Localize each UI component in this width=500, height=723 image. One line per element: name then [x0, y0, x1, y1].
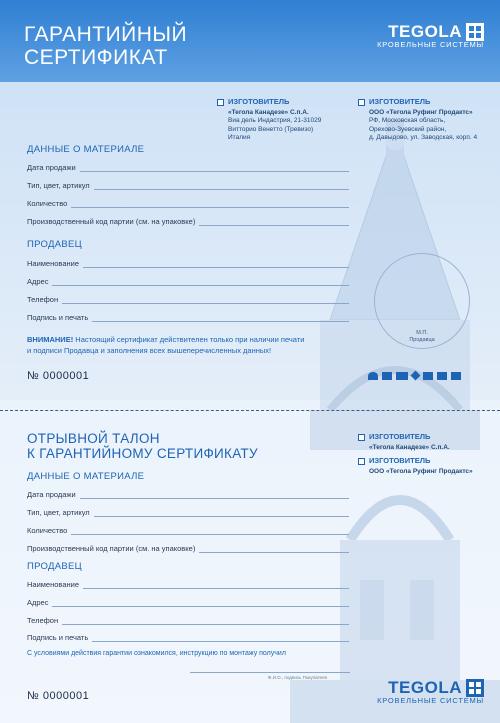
manufacturer-title: ИЗГОТОВИТЕЛЬ [369, 97, 431, 106]
field-line[interactable] [52, 278, 349, 286]
field-sale-date[interactable] [27, 160, 349, 172]
title-line-2: СЕРТИФИКАТ [24, 46, 168, 69]
coupon-field-seller-address[interactable] [27, 595, 349, 607]
field-quantity[interactable] [27, 196, 349, 208]
manufacturer-title: ИЗГОТОВИТЕЛЬ [369, 432, 431, 441]
manufacturer-italy-checkbox[interactable] [217, 99, 224, 106]
tegola-logo-bottom [377, 678, 484, 705]
coupon-field-type-color-sku[interactable] [27, 505, 349, 517]
field-seller-address[interactable] [27, 274, 349, 286]
manufacturer-line: «Тегола Канадезе» С.п.А. [369, 443, 450, 451]
coupon-material-section-title: ДАННЫЕ О МАТЕРИАЛЕ [27, 471, 145, 482]
coupon-title [27, 431, 258, 461]
coupon-seller-section-title: ПРОДАВЕЦ [27, 561, 83, 572]
seller-section-title: ПРОДАВЕЦ [27, 239, 83, 250]
seal-label-line-1: М.П. [416, 330, 428, 336]
manufacturer-title: ИЗГОТОВИТЕЛЬ [228, 97, 290, 106]
tear-off-line [0, 410, 500, 411]
logo-mark-icon [466, 23, 484, 41]
serial-number-bottom: № 0000001 [27, 690, 90, 702]
manufacturer-title: ИЗГОТОВИТЕЛЬ [369, 456, 431, 465]
field-label: Подпись и печать [27, 313, 89, 322]
field-label: Телефон [27, 616, 59, 625]
manufacturer-line: «Тегола Канадезе» С.п.А. [228, 108, 309, 116]
coupon-field-seller-name[interactable] [27, 577, 349, 589]
field-line[interactable] [80, 491, 349, 499]
serial-number-top: № 0000001 [27, 370, 90, 382]
product-icon [411, 371, 421, 381]
logo-mark-icon [466, 679, 484, 697]
logo-subtitle: КРОВЕЛЬНЫЕ СИСТЕМЫ [377, 40, 484, 49]
field-seller-signature[interactable] [27, 310, 349, 322]
field-label: Наименование [27, 580, 79, 589]
buyer-signature-line[interactable] [190, 672, 350, 673]
material-section-title: ДАННЫЕ О МАТЕРИАЛЕ [27, 144, 145, 155]
field-label: Дата продажи [27, 163, 76, 172]
field-type-color-sku[interactable] [27, 178, 349, 190]
coupon-manufacturer-italy [358, 433, 450, 452]
seal-label [380, 330, 464, 344]
field-line[interactable] [94, 509, 349, 517]
manufacturer-line: Орехово-Зуевский район, [369, 125, 447, 133]
manufacturer-line: Виа дель Индастрия, 21-31029 [228, 117, 322, 124]
product-icon [423, 372, 433, 380]
logo-word: TEGOLA [388, 678, 462, 697]
validity-notice [27, 335, 307, 356]
coupon-field-quantity[interactable] [27, 523, 349, 535]
field-seller-phone[interactable] [27, 292, 349, 304]
field-label: Адрес [27, 277, 49, 286]
logo-subtitle: КРОВЕЛЬНЫЕ СИСТЕМЫ [377, 696, 484, 705]
field-label: Тип, цвет, артикул [27, 508, 90, 517]
coupon-manufacturer-russia [358, 457, 473, 476]
coupon-field-sale-date[interactable] [27, 487, 349, 499]
field-label: Производственный код партии (см. на упаковке) [27, 217, 196, 226]
coupon-title-line-1: ОТРЫВНОЙ ТАЛОН [27, 431, 160, 446]
acknowledgement-text: С условиями действия гарантии ознакомился, инструкцию по монтажу получил [27, 650, 286, 657]
field-label: Дата продажи [27, 490, 76, 499]
manufacturer-line: ООО «Тегола Руфинг Продактс» [369, 467, 473, 475]
field-line[interactable] [94, 182, 349, 190]
manufacturer-italy [217, 98, 321, 143]
product-icon [437, 372, 447, 380]
tegola-logo [377, 22, 484, 49]
field-line[interactable] [71, 527, 349, 535]
coupon-manufacturer-italy-checkbox[interactable] [358, 434, 365, 441]
field-line[interactable] [199, 545, 349, 553]
title-line-1: ГАРАНТИЙНЫЙ [24, 23, 188, 46]
manufacturer-line: Италия [228, 134, 251, 141]
manufacturer-russia-checkbox[interactable] [358, 99, 365, 106]
page-title [24, 23, 187, 69]
field-label: Адрес [27, 598, 49, 607]
field-label: Количество [27, 199, 68, 208]
coupon-field-seller-signature[interactable] [27, 630, 349, 642]
field-line[interactable] [71, 200, 349, 208]
field-seller-name[interactable] [27, 256, 349, 268]
seal-label-line-2: Продавца [409, 337, 435, 343]
field-label: Количество [27, 526, 68, 535]
field-label: Подпись и печать [27, 633, 89, 642]
manufacturer-line: д. Давыдово, ул. Заводская, корп. 4 [369, 134, 478, 141]
field-line[interactable] [62, 617, 349, 625]
coupon-title-line-2: К ГАРАНТИЙНОМУ СЕРТИФИКАТУ [27, 446, 258, 461]
product-icons [368, 372, 461, 380]
field-label: Телефон [27, 295, 59, 304]
coupon-field-batch-code[interactable] [27, 541, 349, 553]
field-label: Наименование [27, 259, 79, 268]
product-icon [396, 372, 408, 380]
coupon-manufacturer-russia-checkbox[interactable] [358, 458, 365, 465]
field-line[interactable] [62, 296, 349, 304]
field-line[interactable] [52, 599, 349, 607]
field-batch-code[interactable] [27, 214, 349, 226]
logo-word: TEGOLA [388, 22, 462, 41]
notice-bold: ВНИМАНИЕ! [27, 335, 74, 344]
field-line[interactable] [80, 164, 349, 172]
notice-text: Настоящий сертификат действителен только при наличии печати и подписи Продавца и заполнения всех вышеперечисленных данных! [27, 335, 305, 355]
field-line[interactable] [83, 581, 349, 589]
field-line[interactable] [83, 260, 349, 268]
manufacturer-line: РФ, Московская область, [369, 117, 446, 124]
coupon-field-seller-phone[interactable] [27, 613, 349, 625]
field-line[interactable] [92, 634, 349, 642]
product-icon [382, 372, 392, 380]
field-label: Тип, цвет, артикул [27, 181, 90, 190]
field-line[interactable] [92, 314, 349, 322]
field-line[interactable] [199, 218, 349, 226]
product-icon [368, 372, 378, 380]
product-icon [451, 372, 461, 380]
manufacturer-line: Витторио Венетто (Тревизо) [228, 125, 314, 133]
field-label: Производственный код партии (см. на упаковке) [27, 544, 196, 553]
buyer-signature-note: Ф.И.О., подпись Покупателя [268, 675, 327, 680]
manufacturer-line: ООО «Тегола Руфинг Продактс» [369, 108, 473, 116]
manufacturer-russia [358, 98, 477, 143]
